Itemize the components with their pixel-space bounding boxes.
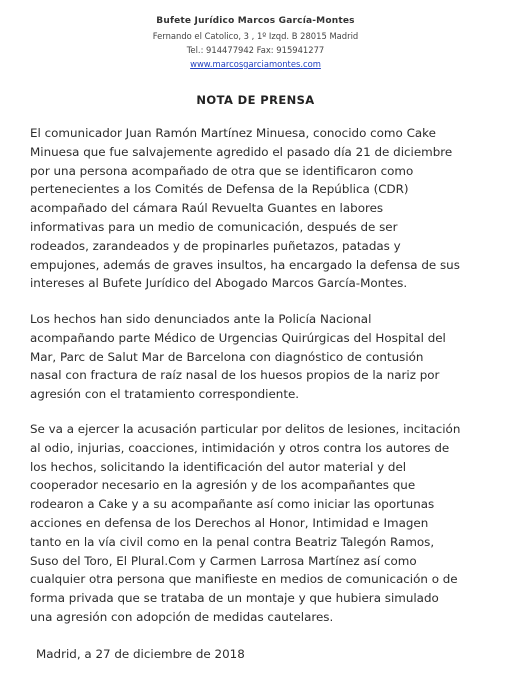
text-line: tanto en la vía civil como en la penal contra Beatriz Talegón Ramos, — [30, 534, 435, 549]
paragraph-2 — [30, 310, 496, 404]
text-line: cooperador necesario en la agresión y de los acompañantes que — [30, 478, 416, 493]
text-line: rodearon a Cake y a su acompañante así como iniciar las oportunas — [30, 497, 435, 512]
document-title: NOTA DE PRENSA — [196, 93, 315, 107]
text-line: Minuesa que fue salvajemente agredido el pasado día 21 de diciembre — [30, 144, 453, 159]
text-line: Suso del Toro, El Plural.Com y Carmen Larrosa Martínez así como — [30, 553, 417, 568]
letterhead — [0, 14, 511, 71]
text-line: al odio, injurias, coacciones, intimidación y otros contra los autores de — [30, 440, 450, 455]
text-line: Se va a ejercer la acusación particular por delitos de lesiones, incitación — [30, 422, 461, 436]
firm-address: Fernando el Catolico, 3 , 1º Izqd. B 28015 Madrid — [152, 31, 359, 41]
text-line: empujones, además de graves insultos, ha encargado la defensa de sus — [30, 257, 460, 272]
signature-date: Madrid, a 27 de diciembre de 2018 — [36, 647, 245, 661]
text-line: intereses al Bufete Jurídico del Abogado Marcos García-Montes. — [30, 276, 408, 291]
paragraph-3 — [30, 420, 496, 627]
text-line: Los hechos han sido denunciados ante la Policía Nacional — [30, 312, 372, 326]
text-line: Mar, Parc de Salut Mar de Barcelona con diagnóstico de contusión — [30, 349, 424, 364]
text-line: una agresión con adopción de medidas cautelares. — [30, 609, 334, 624]
text-line: cualquier otra persona que manifieste en medios de comunicación o de — [30, 572, 458, 587]
text-line: informativas para un medio de comunicación, después de ser — [30, 219, 398, 234]
text-line: rodeados, zarandeados y de propinarles puñetazos, patadas y — [30, 238, 401, 253]
text-line: pertenecientes a los Comités de Defensa de la República (CDR) — [30, 182, 409, 197]
firm-website-link[interactable]: www.marcosgarciamontes.com — [190, 59, 321, 69]
text-line: forma privada que se trataba de un montaje y que hubiera simulado — [30, 591, 439, 606]
text-line: los hechos, solicitando la identificación del autor material y del — [30, 459, 407, 474]
text-line: acompañando parte Médico de Urgencias Quirúrgicas del Hospital del — [30, 330, 446, 345]
text-line: por una persona acompañado de otra que se identificaron como — [30, 163, 414, 178]
text-line: nasal con fractura de raíz nasal de los huesos propios de la nariz por — [30, 368, 440, 383]
firm-phone-fax: Tel.: 914477942 Fax: 915941277 — [186, 45, 325, 55]
paragraph-1 — [30, 124, 496, 293]
text-line: El comunicador Juan Ramón Martínez Minuesa, conocido como Cake — [30, 126, 436, 140]
text-line: agresión con el tratamiento correspondiente. — [30, 387, 300, 402]
text-line: acompañado del cámara Raúl Revuelta Guantes en labores — [30, 201, 384, 216]
firm-name: Bufete Jurídico Marcos García-Montes — [156, 16, 355, 26]
text-line: acciones en defensa de los Derechos al Honor, Intimidad e Imagen — [30, 515, 429, 530]
